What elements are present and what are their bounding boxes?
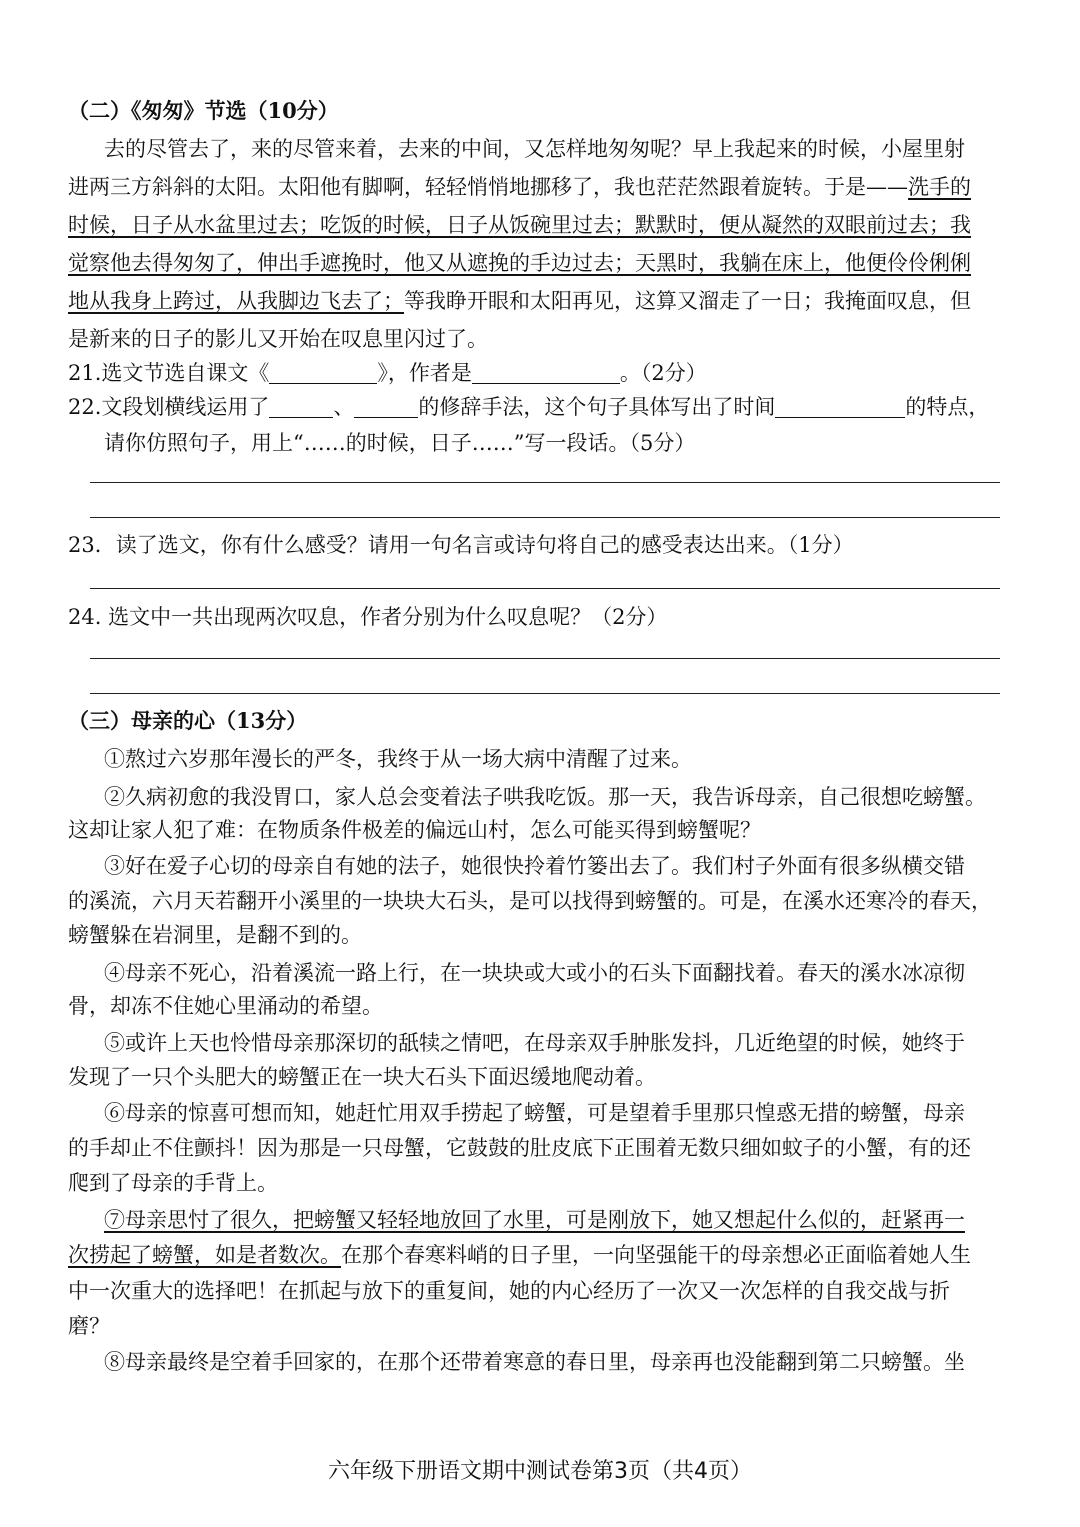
- question-22-instruction: 请你仿照句子，用上“……的时候，日子……”写一段话。（5分）: [104, 431, 696, 455]
- q22-answer-line-2[interactable]: [90, 517, 1000, 518]
- q22-blank-1[interactable]: [269, 395, 333, 418]
- passage-3-p5-line-2: 发现了一只个头肥大的螃蟹正在一块大石头下面迟缓地爬动着。: [68, 1065, 656, 1089]
- passage-3-p3-line-1: ③好在爱子心切的母亲自有她的法子，她很快拎着竹篓出去了。我们村子外面有很多纵横交错: [104, 854, 965, 878]
- passage-3-p7-line-4: 磨？: [68, 1314, 110, 1338]
- passage-3-p8: ⑧母亲最终是空着手回家的，在那个还带着寒意的春日里，母亲再也没能翻到第二只螃蟹。坐: [104, 1350, 965, 1374]
- passage-3-p4-line-2: 骨，却冻不住她心里涌动的希望。: [68, 994, 383, 1018]
- q22-blank-2[interactable]: [354, 395, 418, 418]
- passage-3-p7-line-3: 中一次重大的选择吧！在抓起与放下的重复间，她的内心经历了一次又一次怎样的自我交战与折: [68, 1279, 950, 1303]
- q24-answer-line-2[interactable]: [90, 693, 1000, 694]
- passage-3-p4-line-1: ④母亲不死心，沿着溪流一路上行，在一块块或大或小的石头下面翻找着。春天的溪水冰凉彻: [104, 961, 965, 985]
- q24-answer-line-1[interactable]: [90, 658, 1000, 659]
- question-22: 22.文段划横线运用了 、 的修辞手法，这个句子具体写出了时间 的特点，: [68, 395, 990, 419]
- question-24: 24. 选文中一共出现两次叹息，作者分别为什么叹息呢？（2分）: [68, 605, 668, 629]
- passage-3-p5-line-1: ⑤或许上天也怜惜母亲那深切的舐犊之情吧，在母亲双手肿胀发抖，几近绝望的时候，她终于: [104, 1031, 965, 1055]
- passage-3-p1: ①熬过六岁那年漫长的严冬，我终于从一场大病中清醒了过来。: [104, 747, 692, 771]
- passage-3-p6-line-3: 爬到了母亲的手背上。: [68, 1171, 278, 1195]
- passage-2-line-6: 是新来的日子的影儿又开始在叹息里闪过了。: [68, 327, 488, 351]
- passage-3-p6-line-2: 的手却止不住颤抖！因为那是一只母蟹，它鼓鼓的肚皮底下正围着无数只细如蚊子的小蟹，有的还: [68, 1136, 971, 1160]
- passage-3-p7-line-2: 次捞起了螃蟹，如是者数次。在那个春寒料峭的日子里，一向坚强能干的母亲想必正面临着她人生: [68, 1243, 971, 1267]
- section-3-title: （三）母亲的心（13分）: [68, 708, 308, 733]
- passage-3-p7-underlined: ⑦母亲思忖了很久，把螃蟹又轻轻地放回了水里，可是刚放下，她又想起什么似的，赶紧再一: [104, 1208, 965, 1232]
- passage-3-p3-line-2: 的溪流，六月天若翻开小溪里的一块块大石头，是可以找得到螃蟹的。可是，在溪水还寒冷的春天，: [68, 889, 992, 913]
- underlined-sentence-end: 地从我身上跨过，从我脚边飞去了；: [68, 289, 404, 313]
- section-2-title: （二）《匆匆》节选（10分）: [68, 98, 339, 123]
- passage-3-p2-line-2: 这却让家人犯了难：在物质条件极差的偏远山村，怎么可能买得到螃蟹呢？: [68, 818, 761, 842]
- page-footer: 六年级下册语文期中测试卷第3页（共4页）: [328, 1459, 752, 1484]
- passage-2-line-5: 地从我身上跨过，从我脚边飞去了；等我睁开眼和太阳再见，这算又溜走了一日；我掩面叹息，但: [68, 289, 971, 313]
- passage-2-line-2: 进两三方斜斜的太阳。太阳他有脚啊，轻轻悄悄地挪移了，我也茫茫然跟着旋转。于是——洗手的: [68, 175, 971, 199]
- passage-2-line-1: 去的尽管去了，来的尽管来着，去来的中间，又怎样地匆匆呢？早上我起来的时候，小屋里射: [104, 137, 965, 161]
- q21-title-blank[interactable]: [269, 361, 377, 384]
- question-23: 23．读了选文，你有什么感受？请用一句名言或诗句将自己的感受表达出来。（1分）: [68, 533, 854, 557]
- q23-answer-line[interactable]: [90, 588, 1000, 589]
- q22-blank-3[interactable]: [775, 395, 905, 418]
- passage-2-line-4: 觉察他去得匆匆了，伸出手遮挽时，他又从遮挽的手边过去；天黑时，我躺在床上，他便伶伶俐俐: [68, 251, 971, 275]
- underlined-sentence: 洗手的: [908, 175, 971, 199]
- q22-answer-line-1[interactable]: [90, 482, 1000, 483]
- passage-3-p6-line-1: ⑥母亲的惊喜可想而知，她赶忙用双手捞起了螃蟹，可是望着手里那只惶惑无措的螃蟹，母亲: [104, 1101, 965, 1125]
- passage-3-p2-line-1: ②久病初愈的我没胃口，家人总会变着法子哄我吃饭。那一天，我告诉母亲，自己很想吃螃蟹。: [104, 785, 986, 809]
- passage-2-line-3: 时候，日子从水盆里过去；吃饭的时候，日子从饭碗里过去；默默时，便从凝然的双眼前过去；我: [68, 213, 971, 237]
- q21-author-blank[interactable]: [472, 361, 620, 384]
- question-21: 21.选文节选自课文《 》，作者是 。（2分）: [68, 361, 707, 385]
- passage-3-p3-line-3: 螃蟹躲在岩洞里，是翻不到的。: [68, 923, 362, 947]
